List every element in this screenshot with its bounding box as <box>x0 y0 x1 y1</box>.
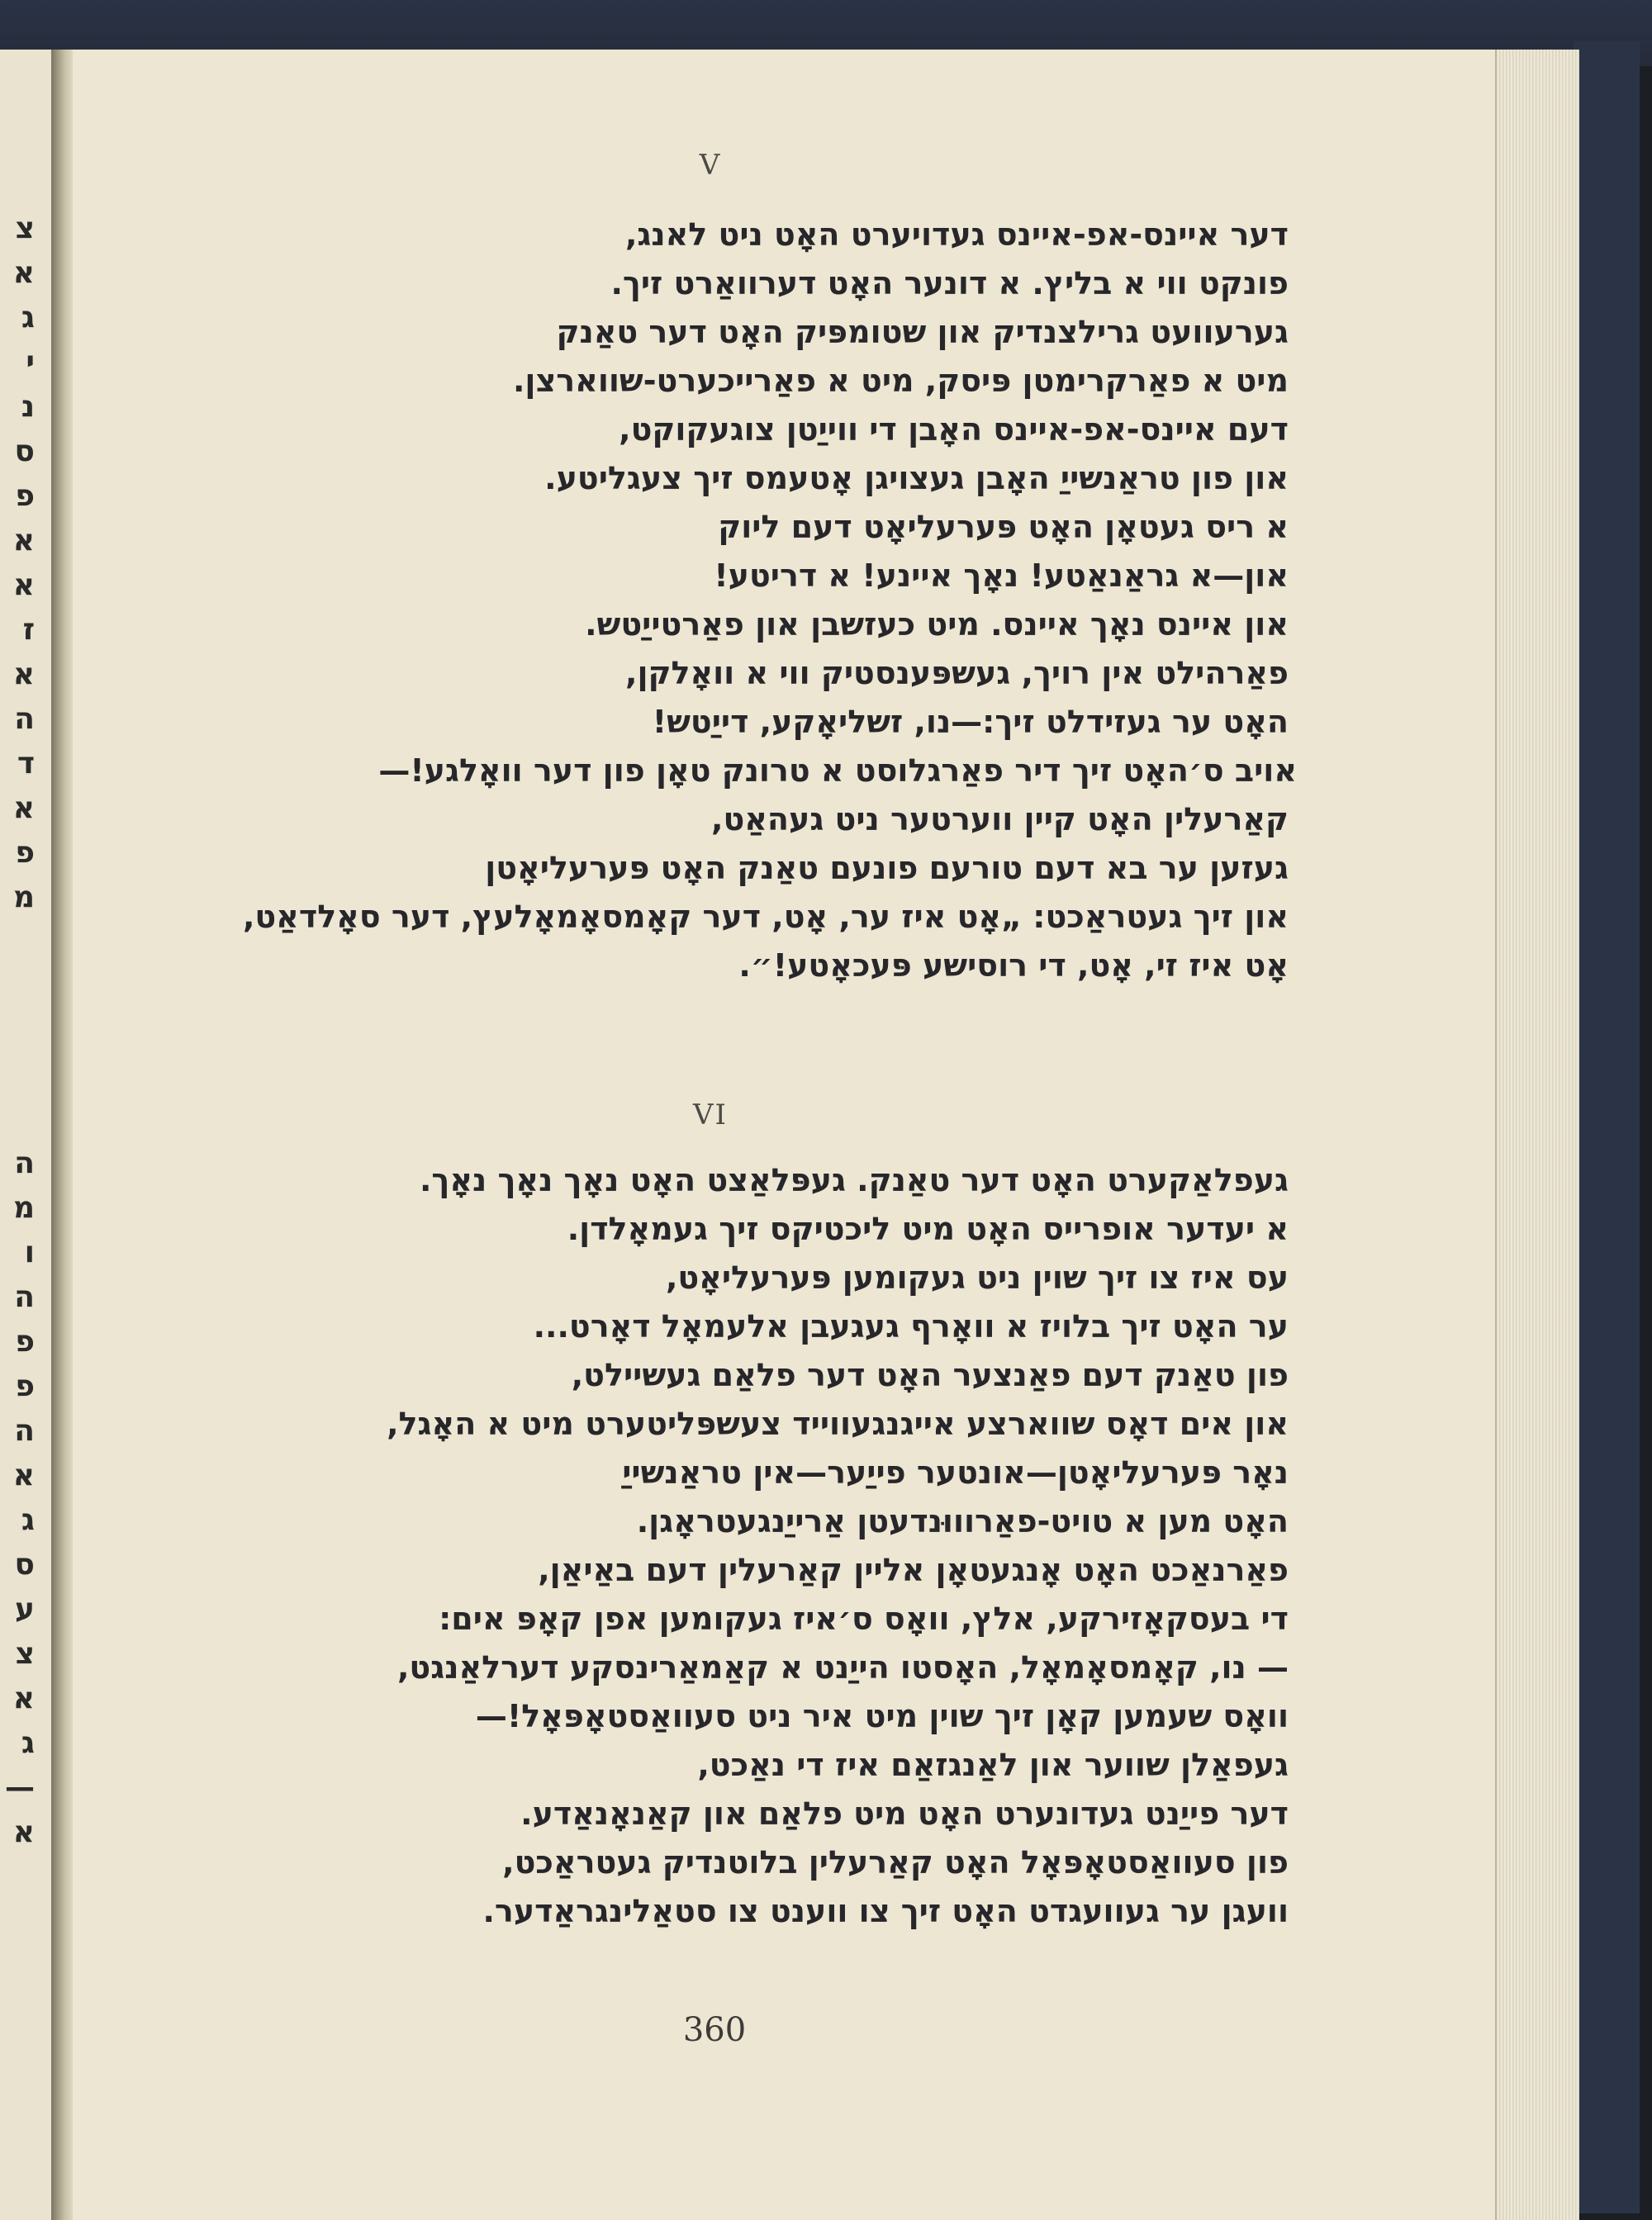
book-cover-right <box>1574 41 1640 2213</box>
text-line: געזען ער בא דעם טורעם פונעם טאַנק האָט פּערעליאָטן <box>485 850 1289 886</box>
margin-letter: ה <box>14 1146 35 1180</box>
margin-letter: א <box>12 256 35 290</box>
margin-letter: מ <box>12 1191 35 1225</box>
margin-letter <box>0 1097 35 1141</box>
margin-letter: ס <box>14 1548 35 1582</box>
text-line: דער איינס-אפ-איינס געדויערט האָט ניט לאנג, <box>625 216 1289 253</box>
section-number-vi: VI <box>693 1098 728 1131</box>
text-line: נאָר פּערעליאָטן—אונטער פייַער—אין טראַנשייַ <box>622 1454 1289 1491</box>
text-line: געפלאַקערט האָט דער טאַנק. געפּלאַצט האָט נאָך נאָך נאָך. <box>419 1162 1289 1198</box>
margin-letter: א <box>12 568 35 602</box>
text-line: פאַרהילט אין רויך, געשפּענסטיק ווי א וואָלקן, <box>625 655 1289 691</box>
text-line: און אים דאָס שווארצע אייגנגעווייד צעשפּליטערט מיט א האָגל, <box>387 1406 1289 1442</box>
text-line: די בעסקאָזירקע, אלץ, וואָס ס׳איז געקומען אפן קאָפּ אים: <box>439 1601 1289 1637</box>
section-v-text <box>190 211 1297 990</box>
text-line: אויב ס׳האָט זיך דיר פאַרגלוסט א טרונק טאָן פון דער וואָלגע!— <box>378 752 1297 789</box>
page-edges <box>1495 50 1579 2220</box>
margin-letter: פ <box>15 479 35 513</box>
text-line: און איינס נאָך איינס. מיט כעזשבן און פאַרטייַטש. <box>585 606 1289 643</box>
margin-letter: נ <box>21 390 35 424</box>
section-vi-text <box>190 1156 1289 1936</box>
text-line: א ריס געטאָן האָט פּערעליאָט דעם ליוק <box>718 509 1289 545</box>
left-page-margin-text <box>0 50 35 2220</box>
margin-letter: ה <box>14 702 35 736</box>
text-line: — נו, קאָמסאָמאָל, האָסטו הייַנט א קאַמאַרינסקע דערלאַנגט, <box>397 1649 1289 1686</box>
text-line: קאַרעלין האָט קיין ווערטער ניט געהאַט, <box>711 801 1289 837</box>
text-line: און זיך געטראַכט: „אָט איז ער, אָט, דער קאָמסאָמאָלעץ, דער סאָלדאַט, <box>242 899 1289 935</box>
margin-letter <box>0 920 35 1052</box>
margin-letter: פ <box>15 1325 35 1359</box>
text-line: פאַרנאַכט האָט אָנגעטאָן אליין קאַרעלין דעם באַיאַן, <box>538 1552 1289 1588</box>
margin-letter: ז <box>22 613 35 647</box>
margin-letter: א <box>12 524 35 557</box>
text-line: און פון טראַנשייַ האָבן געצויגן אָטעמס זיך צעגליטע. <box>544 460 1289 496</box>
margin-letter: י <box>26 345 35 379</box>
page-number: 360 <box>682 2011 747 2049</box>
text-line: דעם איינס-אפ-איינס האָבן די ווייַטן צוגעקוקט, <box>619 411 1289 448</box>
margin-letter: ה <box>14 1280 35 1314</box>
section-number-v: V <box>699 149 722 182</box>
text-line: וואָס שעמען קאָן זיך שוין מיט איר ניט סעוואַסטאָפּאָל!— <box>475 1698 1289 1734</box>
margin-letter: צ <box>15 1637 35 1671</box>
margin-letter: ג <box>21 1726 35 1760</box>
text-line: דער פייַנט געדונערט האָט מיט פלאַם און קאַנאָנאַדע. <box>520 1795 1289 1832</box>
text-line: עס איז צו זיך שוין ניט געקומען פּערעליאָט, <box>665 1259 1289 1296</box>
text-line: מיט א פאַרקרימטן פּיסק, מיט א פאַרייכערט-שווארצן. <box>513 363 1289 399</box>
margin-letter: א <box>12 657 35 691</box>
margin-letter: א <box>12 1682 35 1715</box>
text-line: האָט ער געזידלט זיך:—נו, זשליאָקע, דייַטש! <box>652 704 1289 740</box>
text-line: פון סעוואַסטאָפּאָל האָט קאַרעלין בלוטנדיק געטראַכט, <box>502 1844 1289 1881</box>
margin-letter: ה <box>14 1414 35 1448</box>
margin-letter: — <box>5 1771 35 1805</box>
text-line: גערעוועט גרילצנדיק און שטומפּיק האָט דער טאַנק <box>556 314 1289 350</box>
margin-letter: ג <box>21 1503 35 1537</box>
text-line: וועגן ער געוועגדט האָט זיך צו ווענט צו סטאַלינגראַדער. <box>482 1893 1289 1929</box>
margin-letter: ס <box>14 434 35 468</box>
text-line: ער האָט זיך בלויז א וואָרף געגעבן אלעמאָל דאָרט... <box>533 1308 1289 1345</box>
book-gutter <box>51 50 74 2220</box>
margin-letter <box>0 1052 35 1097</box>
margin-letter: א <box>12 791 35 825</box>
text-line: געפאַלן שווער און לאַנגזאַם איז די נאַכט, <box>697 1747 1289 1783</box>
text-line: און—א גראַנאַטע! נאָך איינע! א דריטע! <box>714 557 1289 594</box>
text-line: א יעדער אופרייס האָט מיט ליכטיקס זיך געמאָלדן. <box>567 1211 1289 1247</box>
text-line: אָט איז זי, אָט, די רוסישע פּעכאָטע!״. <box>738 947 1289 984</box>
text-line: פון טאַנק דעם פאַנצער האָט דער פלאַם געשיילט, <box>571 1357 1289 1393</box>
margin-letter: ג <box>21 301 35 334</box>
margin-letter: ד <box>17 747 35 780</box>
text-line: האָט מען א טויט-פאַרוווּנדעטן אַרייַנגעטראָגן. <box>636 1503 1289 1539</box>
margin-letter: א <box>12 1815 35 1849</box>
margin-letter: א <box>12 1459 35 1492</box>
margin-letter: פ <box>15 1369 35 1403</box>
text-line: פונקט ווי א בליץ. א דונער האָט דערוואַרט זיך. <box>610 265 1289 301</box>
margin-letter: פ <box>15 836 35 870</box>
left-page-edge <box>0 50 54 2220</box>
margin-letter: ע <box>15 1592 35 1626</box>
margin-letter: ו <box>24 1236 35 1269</box>
margin-letter: מ <box>12 880 35 914</box>
margin-letter: צ <box>15 211 35 245</box>
